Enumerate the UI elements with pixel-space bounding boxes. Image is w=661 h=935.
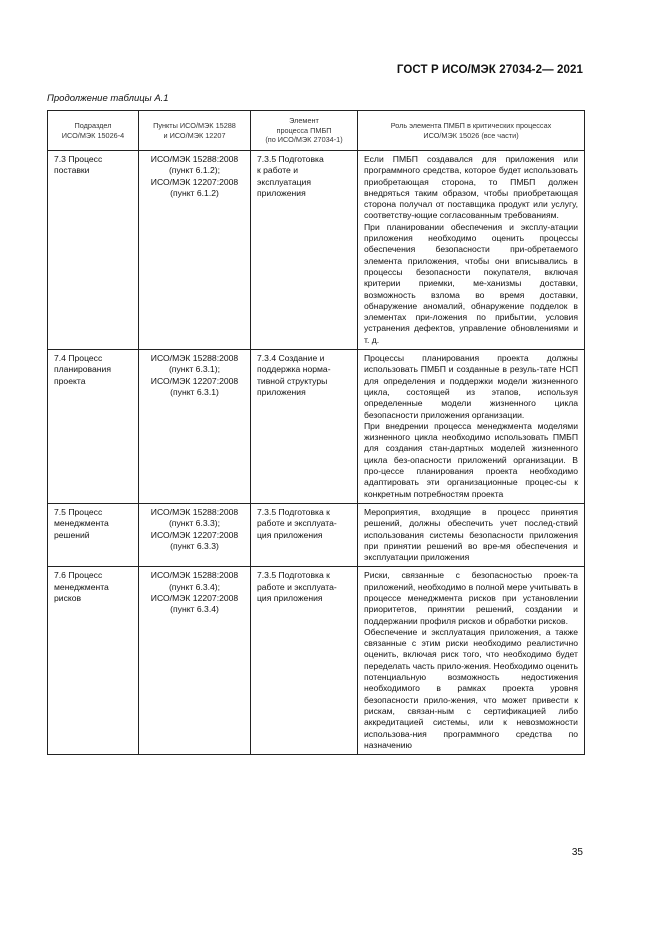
clauses-cell: ИСО/МЭК 15288:2008 (пункт 6.3.4); ИСО/МЭК 12207:2008 (пункт 6.3.4): [139, 567, 251, 755]
role-cell: [358, 151, 585, 350]
role-cell: [358, 567, 585, 755]
role-paragraph: Процессы планирования проекта должны использовать ПМБП и созданные в резуль-тате НСП для определения и поддержки модели жизненного цикла, состоящей из этапов, используя определенные модели жизненного цикла безопасности приложения организации.: [364, 353, 578, 420]
clauses-cell: ИСО/МЭК 15288:2008 (пункт 6.3.3); ИСО/МЭК 12207:2008 (пункт 6.3.3): [139, 503, 251, 566]
subsection-cell: 7.4 Процесс планирования проекта: [48, 350, 139, 504]
column-header-clauses: Пункты ИСО/МЭК 15288 и ИСО/МЭК 12207: [139, 111, 251, 151]
element-cell: 7.3.5 Подготовка к работе и эксплуата- ция приложения: [251, 503, 358, 566]
table-row: [48, 503, 585, 566]
clauses-cell: ИСО/МЭК 15288:2008 (пункт 6.1.2); ИСО/МЭК 12207:2008 (пункт 6.1.2): [139, 151, 251, 350]
column-header-subsection: Подраздел ИСО/МЭК 15026-4: [48, 111, 139, 151]
element-cell: 7.3.5 Подготовка к работе и эксплуата- ция приложения: [251, 567, 358, 755]
standard-designation: ГОСТ Р ИСО/МЭК 27034-2— 2021: [396, 64, 583, 76]
requirements-table: [47, 110, 585, 755]
column-header-role: Роль элемента ПМБП в критических процессах ИСО/МЭК 15026 (все части): [358, 111, 585, 151]
table-caption: Продолжение таблицы А.1: [47, 93, 169, 104]
page-number: 35: [571, 847, 583, 858]
element-cell: 7.3.4 Создание и поддержка норма- тивной структуры приложения: [251, 350, 358, 504]
subsection-cell: 7.3 Процесс поставки: [48, 151, 139, 350]
role-paragraph: При внедрении процесса менеджмента моделями жизненного цикла необходимо использовать ПМБП для создания стан-дартных моделей жизненного цикла без-опасности приложений организации. В про-цессе планирования проекта необходимо адаптировать эти организационные процес-сы к конкретным потребностям проекта: [364, 420, 578, 499]
table-row: [48, 567, 585, 755]
subsection-cell: 7.6 Процесс менеджмента рисков: [48, 567, 139, 755]
table-row: [48, 350, 585, 504]
table-row: [48, 151, 585, 350]
table-header-row: [48, 111, 585, 151]
subsection-cell: 7.5 Процесс менеджмента решений: [48, 503, 139, 566]
role-paragraph: Риски, связанные с безопасностью проек-та приложений, необходимо в полной мере учитывать в процессе менеджмента рисков при установлении приоритетов, принятии решений, создании и поддержании профиля рисков и обработки рисков.: [364, 570, 578, 626]
role-cell: [358, 503, 585, 566]
role-paragraph: Обеспечение и эксплуатация приложения, а также связанные с этим риски необходимо реалистично оценить, включая риск того, что необходимо будет переделать часть прило-жения. Необходимо оценить потенциальную возможность недостижения необходимого в рамках проекта уровня безопасности прило-жения, что может привести к рискам, связан-ным с сертификацией либо аккредитацией системы, или к невозможности использова-ния программного средства по назначению: [364, 626, 578, 750]
column-header-element: Элемент процесса ПМБП (по ИСО/МЭК 27034-1): [251, 111, 358, 151]
role-cell: [358, 350, 585, 504]
role-paragraph: При планировании обеспечения и эксплу-атации приложения необходимо оценить процессы обеспечения безопасности при-обретаемого элемента приложения, чтобы они вписывались в процессы безопасности покупателя, включая критерии приемки, ме-ханизмы доставки, возможность взлома во время доставки, обнаружение аномалий, обнаружение подделок в элементах при-ложения по прибытии, условия устранения дефектов, управление обновлениями и т. д.: [364, 221, 578, 345]
element-cell: 7.3.5 Подготовка к работе и эксплуатация приложения: [251, 151, 358, 350]
clauses-cell: ИСО/МЭК 15288:2008 (пункт 6.3.1); ИСО/МЭК 12207:2008 (пункт 6.3.1): [139, 350, 251, 504]
role-paragraph: Мероприятия, входящие в процесс принятия решений, должны обеспечить учет послед-ствий использования системы безопасности приложения при принятии решений во вре-мя обеспечения и эксплуатации приложения: [364, 506, 578, 563]
role-paragraph: Если ПМБП создавался для приложения или программного средства, которое будет использовать приобретающая сторона, то ПМБП должен внедряться таким образом, чтобы приобретающая сторона получал от поставщика продукт или услугу, соответству-ющие согласованным требованиям.: [364, 154, 578, 221]
